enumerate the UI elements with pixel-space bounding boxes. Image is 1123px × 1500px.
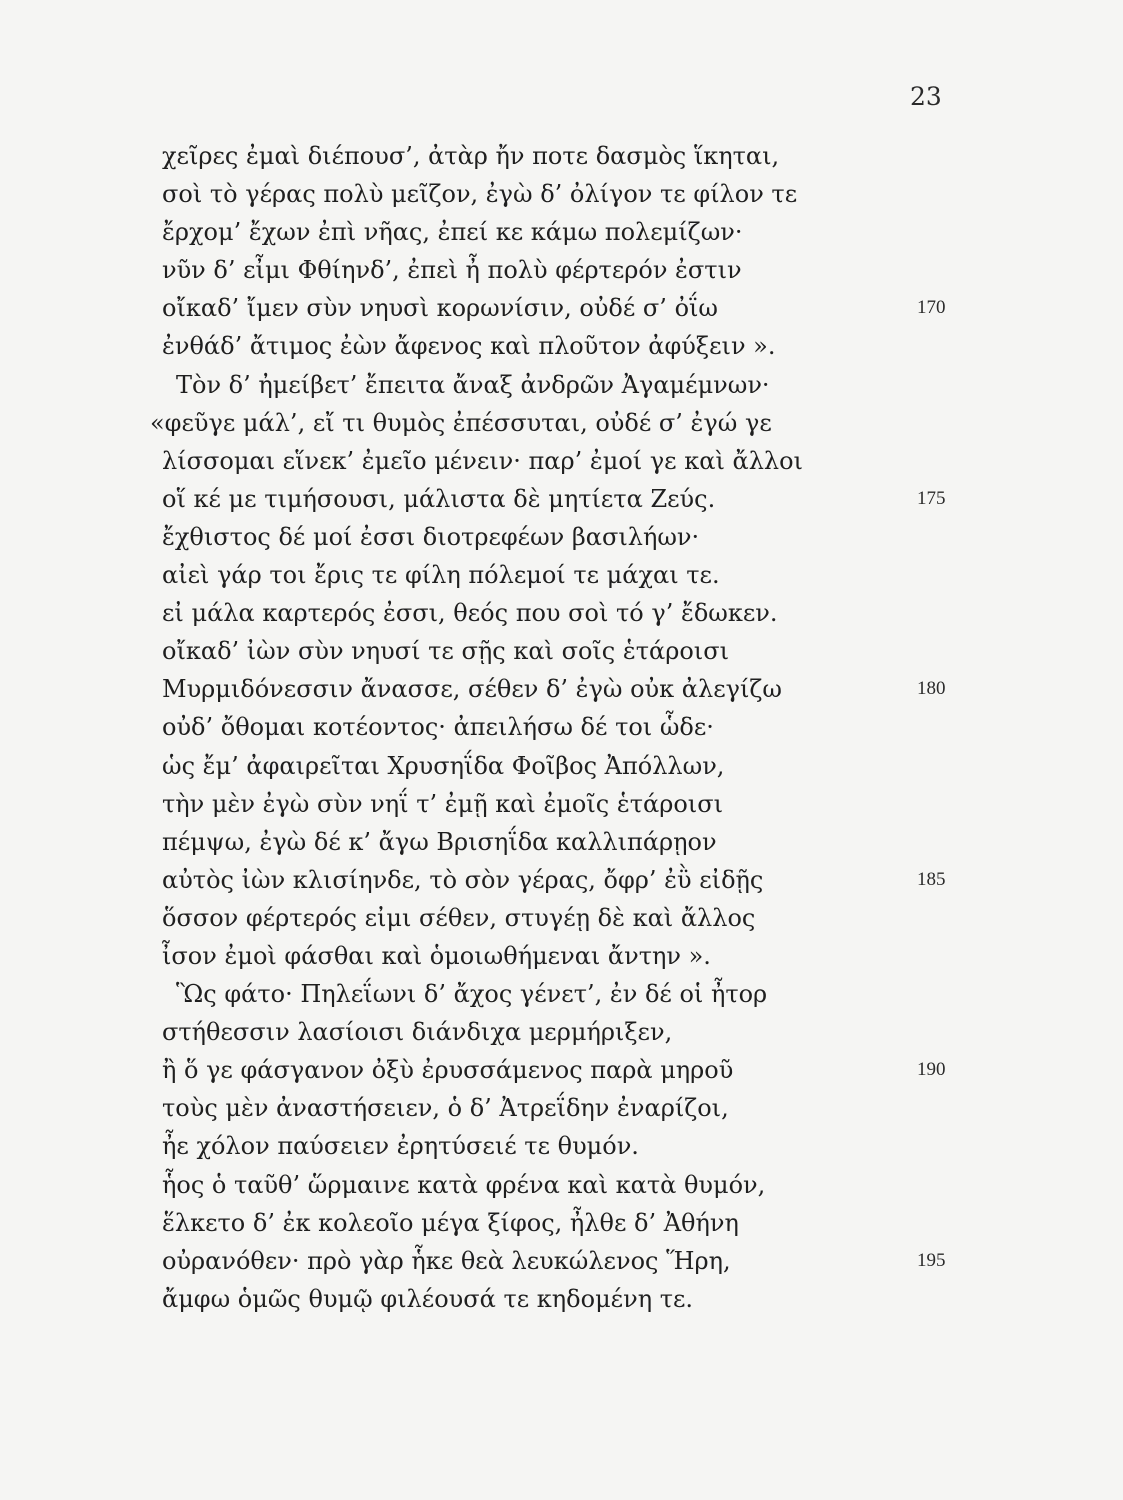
line-number: 190 xyxy=(917,1059,946,1081)
verse-line xyxy=(162,708,962,746)
verse-text: «φεῦγε μάλ’, εἴ τι θυμὸς ἐπέσσυται, οὐδέ σ’ ἐγώ γε xyxy=(150,408,772,437)
line-number: 180 xyxy=(917,678,946,700)
verse-line xyxy=(162,1242,962,1280)
verse-line xyxy=(162,213,962,251)
verse-text: ὡς ἔμ’ ἀφαιρεῖται Χρυσηΐδα Φοῖβος Ἀπόλλων, xyxy=(162,751,725,780)
verse-line xyxy=(162,632,962,670)
line-number: 185 xyxy=(917,868,946,890)
verse-line xyxy=(162,861,962,899)
verse-line xyxy=(162,1051,962,1089)
verse-text: αὐτὸς ἰὼν κλισίηνδε, τὸ σὸν γέρας, ὄφρ’ ἐῢ εἰδῇς xyxy=(162,865,764,894)
verse-text: ἔρχομ’ ἔχων ἐπὶ νῆας, ἐπεί κε κάμω πολεμίζων· xyxy=(162,218,743,247)
verse-text: πέμψω, ἐγὼ δέ κ’ ἄγω Βρισηΐδα καλλιπάρῃον xyxy=(162,827,717,856)
verse-line xyxy=(162,747,962,785)
verse-line xyxy=(162,670,962,708)
verse-text: ἧος ὁ ταῦθ’ ὥρμαινε κατὰ φρένα καὶ κατὰ θυμόν, xyxy=(162,1170,766,1199)
verse-text: σοὶ τὸ γέρας πολὺ μεῖζον, ἐγὼ δ’ ὀλίγον τε φίλον τε xyxy=(162,180,798,209)
verse-line xyxy=(162,1280,962,1318)
verse-text: ἢ ὅ γε φάσγανον ὀξὺ ἐρυσσάμενος παρὰ μηροῦ xyxy=(162,1056,734,1085)
verse-text: Ὣς φάτο· Πηλεΐωνι δ’ ἄχος γένετ’, ἐν δέ οἱ ἦτορ xyxy=(176,980,768,1009)
verse-text: ἔχθιστος δέ μοί ἐσσι διοτρεφέων βασιλήων· xyxy=(162,522,700,551)
verse-text: αἰεὶ γάρ τοι ἔρις τε φίλη πόλεμοί τε μάχαι τε. xyxy=(162,561,720,590)
page-number: 23 xyxy=(910,82,942,111)
line-number: 170 xyxy=(917,297,946,319)
verse-line xyxy=(162,556,962,594)
verse-text: λίσσομαι εἵνεκ’ ἐμεῖο μένειν· παρ’ ἐμοί γε καὶ ἄλλοι xyxy=(162,446,803,475)
verse-text: οἴκαδ’ ἰὼν σὺν νηυσί τε σῇς καὶ σοῖς ἑτάροισι xyxy=(162,637,729,666)
verse-line xyxy=(162,327,962,365)
verse-text: οὐρανόθεν· πρὸ γὰρ ἧκε θεὰ λευκώλενος Ἥρη, xyxy=(162,1246,731,1275)
verse-text: χεῖρες ἐμαὶ διέπουσ’, ἀτὰρ ἤν ποτε δασμὸς ἵκηται, xyxy=(162,142,780,170)
verse-text: τοὺς μὲν ἀναστήσειεν, ὁ δ’ Ἀτρεΐδην ἐναρίζοι, xyxy=(162,1094,729,1123)
verse-line xyxy=(162,1013,962,1051)
verse-text: οἵ κέ με τιμήσουσι, μάλιστα δὲ μητίετα Ζεύς. xyxy=(162,484,716,513)
line-number: 175 xyxy=(917,487,946,509)
verse-text: ὅσσον φέρτερός εἰμι σέθεν, στυγέῃ δὲ καὶ ἄλλος xyxy=(162,903,756,932)
verse-line xyxy=(162,366,962,404)
verse-line xyxy=(162,1204,962,1242)
verse-line xyxy=(150,404,962,442)
verse-text: εἰ μάλα καρτερός ἐσσι, θεός που σοὶ τό γ’ ἔδωκεν. xyxy=(162,599,778,628)
verse-line xyxy=(162,289,962,327)
verse-line xyxy=(162,594,962,632)
verse-line xyxy=(162,1166,962,1204)
verse-text: Τὸν δ’ ἠμείβετ’ ἔπειτα ἄναξ ἀνδρῶν Ἀγαμέμνων· xyxy=(176,370,770,399)
verse-line xyxy=(162,1089,962,1127)
verse-text: οἴκαδ’ ἴμεν σὺν νηυσὶ κορωνίσιν, οὐδέ σ’ ὀΐω xyxy=(162,294,718,323)
verse-text: Μυρμιδόνεσσιν ἄνασσε, σέθεν δ’ ἐγὼ οὐκ ἀλεγίζω xyxy=(162,675,782,704)
verse-line xyxy=(162,823,962,861)
verse-text: ἦε χόλον παύσειεν ἐρητύσειέ τε θυμόν. xyxy=(162,1132,639,1161)
verse-line xyxy=(162,251,962,289)
verse-line xyxy=(162,480,962,518)
line-number: 195 xyxy=(917,1249,946,1271)
verse-text: ἐνθάδ’ ἄτιμος ἐὼν ἄφενος καὶ πλοῦτον ἀφύξειν ». xyxy=(162,332,776,361)
verse-line xyxy=(162,785,962,823)
verse-line xyxy=(162,175,962,213)
verse-line xyxy=(162,1127,962,1165)
verse-text: ἄμφω ὁμῶς θυμῷ φιλέουσά τε κηδομένη τε. xyxy=(162,1284,694,1313)
verse-text: ἶσον ἐμοὶ φάσθαι καὶ ὁμοιωθήμεναι ἄντην ». xyxy=(162,941,711,970)
verse-text: οὐδ’ ὄθομαι κοτέοντος· ἀπειλήσω δέ τοι ὧδε· xyxy=(162,713,714,742)
verse-text: στήθεσσιν λασίοισι διάνδιχα μερμήριξεν, xyxy=(162,1018,673,1047)
verse-text: νῦν δ’ εἶμι Φθίηνδ’, ἐπεὶ ἦ πολὺ φέρτερόν ἐστιν xyxy=(162,256,742,285)
verse-line xyxy=(162,518,962,556)
verse-line xyxy=(162,137,962,175)
verse-text: τὴν μὲν ἐγὼ σὺν νηΐ τ’ ἐμῇ καὶ ἐμοῖς ἑτάροισι xyxy=(162,789,723,818)
verse-line xyxy=(162,937,962,975)
verse-line xyxy=(162,975,962,1013)
verse-line xyxy=(162,899,962,937)
verse-line xyxy=(162,442,962,480)
verse-text: ἕλκετο δ’ ἐκ κολεοῖο μέγα ξίφος, ἦλθε δ’ Ἀθήνη xyxy=(162,1208,739,1237)
poem-text xyxy=(150,137,962,1318)
